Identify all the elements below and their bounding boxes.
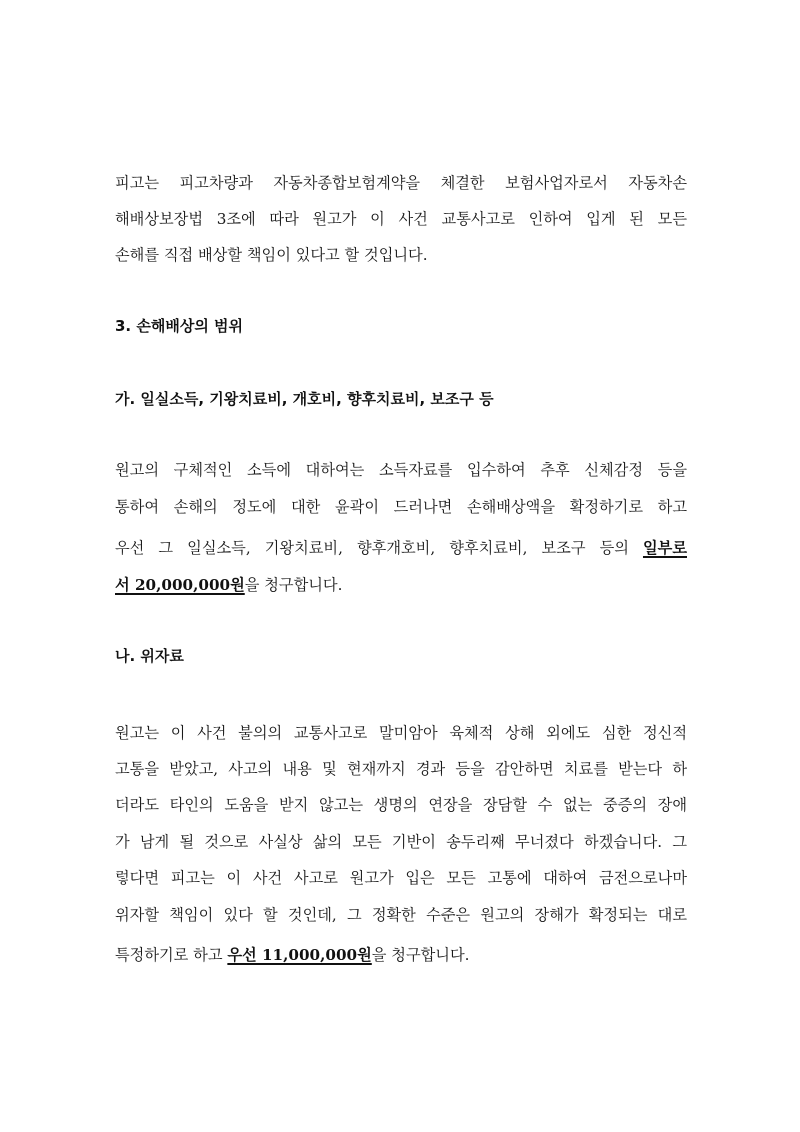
subsection-ga-line-4 (115, 573, 687, 597)
subsection-ga-line-4-tail: 을 청구합니다. (244, 576, 343, 594)
subsection-heading-na: 나. 위자료 (115, 647, 184, 665)
subsection-ga-line-3 (115, 536, 687, 560)
subsection-na-line-4: 가 남게 될 것으로 사실상 삶의 모든 기반이 송두리째 무너졌다 하겠습니다. 그 (115, 833, 687, 851)
paragraph-1-line-2: 해배상보장법 3조에 따라 원고가 이 사건 교통사고로 인하여 입게 된 모든 (115, 210, 687, 228)
subsection-ga-line-3-text: 우선 그 일실소득, 기왕치료비, 향후개호비, 향후치료비, 보조구 등의 (115, 539, 643, 557)
section-heading-damages-scope: 3. 손해배상의 범위 (115, 317, 244, 335)
subsection-na-line-7 (115, 943, 687, 967)
subsection-na-line-1: 원고는 이 사건 불의의 교통사고로 말미암아 육체적 상해 외에도 심한 정신적 (115, 724, 687, 742)
subsection-na-line-5: 렇다면 피고는 이 사건 사고로 원고가 입은 모든 고통에 대하여 금전으로나마 (115, 869, 687, 887)
claim-amount-emphasis-part-2: 서 20,000,000원 (115, 576, 245, 594)
subsection-na-line-6: 위자할 책임이 있다 할 것인데, 그 정확한 수준은 원고의 장해가 확정되는 대로 (115, 906, 687, 924)
subsection-ga-line-1: 원고의 구체적인 소득에 대하여는 소득자료를 입수하여 추후 신체감정 등을 (115, 461, 687, 479)
subsection-na-line-2: 고통을 받았고, 사고의 내용 및 현재까지 경과 등을 감안하면 치료를 받는다 하 (115, 760, 687, 778)
paragraph-1-line-3: 손해를 직접 배상할 책임이 있다고 할 것입니다. (115, 246, 428, 264)
subsection-na-line-7-tail: 을 청구합니다. (371, 946, 470, 964)
subsection-ga-line-2: 통하여 손해의 정도에 대한 윤곽이 드러나면 손해배상액을 확정하기로 하고 (115, 498, 687, 516)
subsection-na-line-3: 더라도 타인의 도움을 받지 않고는 생명의 연장을 장담할 수 없는 중증의 장애 (115, 796, 687, 814)
consolation-amount-emphasis: 우선 11,000,000원 (227, 946, 372, 964)
claim-amount-emphasis-part-1: 일부로 (642, 539, 687, 557)
subsection-na-line-7-head: 특정하기로 하고 (115, 946, 228, 964)
paragraph-1-line-1: 피고는 피고차량과 자동차종합보험계약을 체결한 보험사업자로서 자동차손 (115, 174, 687, 192)
subsection-heading-ga: 가. 일실소득, 기왕치료비, 개호비, 향후치료비, 보조구 등 (115, 390, 494, 408)
